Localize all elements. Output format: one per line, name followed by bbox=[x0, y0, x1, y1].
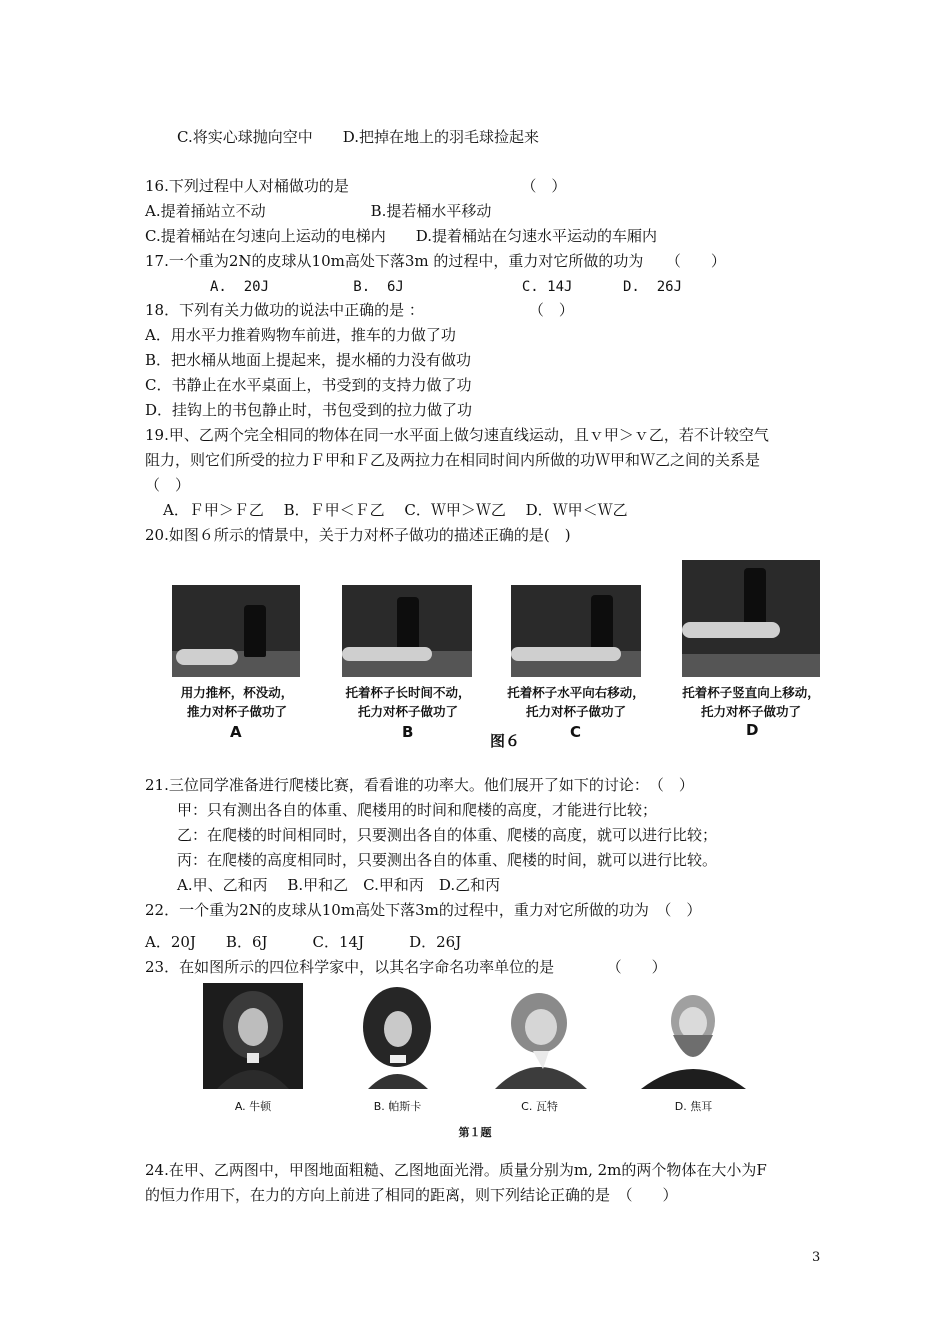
figure-1-label: 第１题 bbox=[458, 1126, 492, 1139]
question-22-stem: 22．一个重为2N的皮球从10m高处下落3m的过程中，重力对它所做的功为 （ ） bbox=[145, 901, 702, 919]
fig6-caption-c: 托着杯子水平向右移动， 托力对杯子做功了 bbox=[507, 685, 645, 719]
fig6-photo-a bbox=[172, 585, 300, 677]
cup-shape bbox=[591, 595, 613, 649]
fig6-letter-d: D bbox=[746, 721, 759, 739]
question-16-options-cd: C.提着桶站在匀速向上运动的电梯内 D.提着桶站在匀速水平运动的车厢内 bbox=[145, 227, 657, 245]
hand-shape bbox=[176, 649, 238, 665]
question-18-option-b: B．把水桶从地面上提起来，提水桶的力没有做功 bbox=[145, 351, 472, 369]
question-19-bracket: （ ） bbox=[145, 476, 191, 494]
page-number: 3 bbox=[812, 1250, 821, 1265]
portrait-joule bbox=[637, 983, 750, 1089]
question-22-options: A．20J B．6J C．14J D．26J bbox=[145, 933, 462, 951]
fig6-caption-a: 用力推杯，杯没动， 推力对杯子做功了 bbox=[180, 685, 294, 719]
question-16-options-ab: A.提着捅站立不动 B.提若桶水平移动 bbox=[145, 202, 492, 220]
question-21-yi: 乙：在爬楼的时间相同时，只要测出各自的体重、爬楼的高度，就可以进行比较； bbox=[177, 826, 718, 844]
question-19-stem-1: 19.甲、乙两个完全相同的物体在同一水平面上做匀速直线运动，且ｖ甲＞ｖ乙，若不计较空气 bbox=[145, 426, 769, 444]
question-19-options: A．Ｆ甲＞Ｆ乙 B．Ｆ甲＜Ｆ乙 C．Ｗ甲＞Ｗ乙 D．Ｗ甲＜Ｗ乙 bbox=[163, 501, 628, 519]
hand-shape bbox=[342, 647, 432, 661]
question-18-option-d: D．挂钩上的书包静止时，书包受到的拉力做了功 bbox=[145, 401, 473, 419]
portrait-caption-d: D. 焦耳 bbox=[674, 1100, 713, 1113]
fig6-caption-b: 托着杯子长时间不动， 托力对杯子做功了 bbox=[345, 685, 471, 719]
question-24-stem-1: 24.在甲、乙两图中，甲图地面粗糙、乙图地面光滑。质量分别为m, 2m的两个物体在大小为F bbox=[145, 1161, 767, 1179]
question-21-stem: 21.三位同学准备进行爬楼比赛，看看谁的功率大。他们展开了如下的讨论： （ ） bbox=[145, 776, 694, 794]
cup-shape bbox=[244, 605, 266, 657]
portrait-watt bbox=[483, 983, 596, 1089]
question-21-options: A.甲、乙和丙 B.甲和乙 C.甲和丙 D.乙和丙 bbox=[177, 876, 501, 894]
fig6-photo-b bbox=[342, 585, 472, 677]
question-18-option-a: A．用水平力推着购物车前进，推车的力做了功 bbox=[145, 326, 456, 344]
portrait-caption-a: A. 牛顿 bbox=[234, 1100, 272, 1113]
question-16-stem: 16.下列过程中人对桶做功的是 （ ） bbox=[145, 177, 567, 195]
question-21-jia: 甲：只有测出各自的体重、爬楼用的时间和爬楼的高度，才能进行比较； bbox=[177, 801, 658, 819]
portrait-pascal bbox=[350, 983, 445, 1089]
cup-shape bbox=[397, 597, 419, 651]
fig6-letter-b: B bbox=[402, 723, 414, 741]
hand-shape bbox=[511, 647, 621, 661]
portrait-caption-c: C. 瓦特 bbox=[521, 1100, 558, 1113]
question-21-bing: 丙：在爬楼的高度相同时，只要测出各自的体重、爬楼的时间，就可以进行比较。 bbox=[177, 851, 718, 869]
fig6-caption-d: 托着杯子竖直向上移动， 托力对杯子做功了 bbox=[682, 685, 820, 719]
fig6-photo-c bbox=[511, 585, 641, 677]
question-20-stem: 20.如图６所示的情景中，关于力对杯子做功的描述正确的是( ) bbox=[145, 526, 571, 544]
fig6-label: 图６ bbox=[490, 732, 521, 750]
question-17-stem: 17.一个重为2N的皮球从10m高处下落3m 的过程中，重力对它所做的功为 （ ） bbox=[145, 252, 726, 270]
portrait-caption-b: B. 帕斯卡 bbox=[373, 1100, 422, 1113]
cup-shape bbox=[744, 568, 766, 624]
fig6-letter-a: A bbox=[230, 723, 242, 741]
question-24-stem-2: 的恒力作用下，在力的方向上前进了相同的距离，则下列结论正确的是 （ ） bbox=[145, 1186, 678, 1204]
question-18-stem: 18．下列有关力做功的说法中正确的是 ： （ ） bbox=[145, 301, 574, 319]
portrait-art bbox=[203, 983, 303, 1089]
portrait-art bbox=[483, 983, 596, 1089]
portrait-art bbox=[350, 983, 445, 1089]
question-23-stem: 23．在如图所示的四位科学家中，以其名字命名功率单位的是 （ ） bbox=[145, 958, 667, 976]
fig6-letter-c: C bbox=[570, 723, 582, 741]
portrait-art bbox=[637, 983, 750, 1089]
question-15-options-cd: C.将实心球抛向空中 D.把掉在地上的羽毛球捡起来 bbox=[177, 128, 539, 146]
question-18-option-c: C．书静止在水平桌面上，书受到的支持力做了功 bbox=[145, 376, 472, 394]
question-19-stem-2: 阻力，则它们所受的拉力Ｆ甲和Ｆ乙及两拉力在相同时间内所做的功Ｗ甲和Ｗ乙之间的关系是 bbox=[145, 451, 761, 469]
hand-shape bbox=[682, 622, 780, 638]
fig6-photo-d bbox=[682, 560, 820, 677]
question-17-options: A. 20J B. 6J C. 14J D. 26J bbox=[210, 279, 683, 295]
portrait-newton bbox=[203, 983, 303, 1089]
